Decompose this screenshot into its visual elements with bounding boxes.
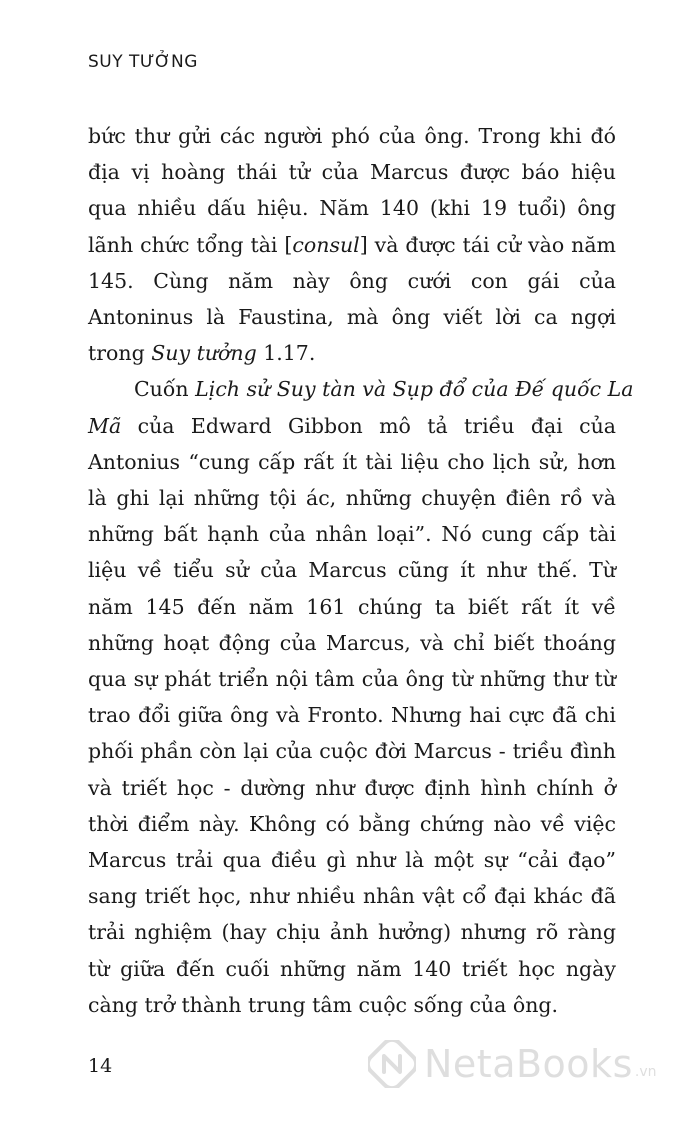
text-run: sang triết học, như nhiều nhân vật cổ đại khác đã [88, 884, 616, 909]
text-run: Antonius “cung cấp rất ít tài liệu cho lịch sử, hơn [88, 449, 616, 474]
body-text [88, 118, 634, 1023]
running-title: SUY TƯỞNG [88, 52, 198, 72]
text-line [88, 480, 616, 516]
text-run: năm 145 đến năm 161 chúng ta biết rất ít về [88, 594, 616, 619]
text-line [88, 227, 616, 263]
italic-text-run: Suy tưởng [151, 341, 257, 366]
text-line [88, 516, 616, 552]
text-line [88, 770, 616, 806]
italic-text-run: Mã [88, 413, 122, 438]
text-run: ] và được tái cử vào năm [359, 232, 616, 257]
watermark [368, 1040, 656, 1088]
text-run: lãnh chức tổng tài [ [88, 232, 293, 257]
text-run: trao đổi giữa ông và Fronto. Nhưng hai cực đã chi [88, 703, 616, 728]
text-run: và triết học - dường như được định hình chính ở [88, 775, 616, 800]
text-line [88, 263, 616, 299]
text-run: địa vị hoàng thái tử của Marcus được báo hiệu [88, 160, 616, 185]
text-run: Cuốn [134, 377, 196, 402]
text-line [88, 625, 616, 661]
text-run: những bất hạnh của nhân loại”. Nó cung cấp tài [88, 522, 616, 547]
text-line [88, 335, 616, 371]
text-run: của Edward Gibbon mô tả triều đại của [121, 413, 616, 438]
text-line [88, 589, 616, 625]
text-run: là ghi lại những tội ác, những chuyện điên rồ và [88, 486, 616, 511]
n-logo-icon [368, 1040, 416, 1088]
text-line [88, 154, 616, 190]
text-line [88, 371, 634, 407]
text-run: từ giữa đến cuối những năm 140 triết học ngày [88, 956, 616, 981]
text-run: 1.17. [256, 341, 316, 366]
text-run: 145. Cùng năm này ông cưới con gái của [88, 268, 616, 293]
text-run: trải nghiệm (hay chịu ảnh hưởng) nhưng rõ ràng [88, 920, 616, 945]
text-line [88, 299, 616, 335]
text-run: qua sự phát triển nội tâm của ông từ những thư từ [88, 667, 616, 692]
text-line [88, 408, 616, 444]
text-line [88, 806, 616, 842]
text-run: liệu về tiểu sử của Marcus cũng ít như thế. Từ [88, 558, 616, 583]
paragraph [88, 371, 634, 1023]
text-run: bức thư gửi các người phó của ông. Trong khi đó [88, 124, 616, 148]
text-line [88, 878, 616, 914]
text-line [88, 987, 616, 1023]
paragraph [88, 118, 616, 371]
text-run: phối phần còn lại của cuộc đời Marcus - triều đình [88, 739, 616, 764]
text-run: trong [88, 341, 152, 366]
text-run: Marcus trải qua điều gì như là một sự “cải đạo” [88, 848, 616, 873]
text-line [88, 444, 616, 480]
text-line [88, 842, 616, 878]
text-line [88, 733, 616, 769]
text-line [88, 697, 616, 733]
text-run: những hoạt động của Marcus, và chỉ biết thoáng [88, 630, 616, 655]
text-run: thời điểm này. Không có bằng chứng nào về việc [88, 811, 616, 836]
text-line [88, 190, 616, 226]
italic-text-run: Lịch sử Suy tàn và Sụp đổ của Đế quốc La [195, 377, 634, 402]
italic-text-run: consul [292, 232, 360, 257]
watermark-suffix: .vn [634, 1064, 657, 1080]
text-line [88, 661, 616, 697]
text-line [88, 118, 616, 154]
text-line [88, 552, 616, 588]
page-number: 14 [88, 1055, 113, 1077]
text-line [88, 951, 616, 987]
text-run: càng trở thành trung tâm cuộc sống của ông. [88, 992, 559, 1017]
text-run: qua nhiều dấu hiệu. Năm 140 (khi 19 tuổi) ông [88, 196, 616, 221]
watermark-text: NetaBooks [424, 1042, 633, 1086]
text-run: Antoninus là Faustina, mà ông viết lời ca ngợi [88, 305, 616, 330]
text-line [88, 914, 616, 950]
